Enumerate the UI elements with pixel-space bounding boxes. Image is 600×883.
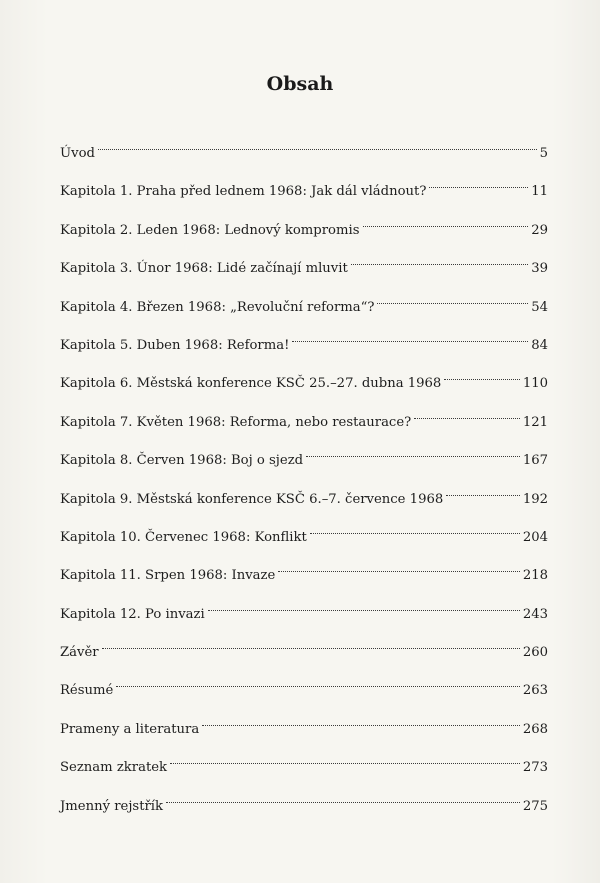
toc-entry-label: Kapitola 4. Březen 1968: „Revoluční reforma“? bbox=[60, 299, 375, 315]
toc-entry-kapitola-6 bbox=[60, 361, 548, 392]
dot-leader bbox=[166, 784, 520, 810]
toc-entry-page: 273 bbox=[522, 760, 548, 776]
toc-entry-label: Résumé bbox=[60, 683, 114, 699]
dot-leader bbox=[292, 323, 528, 349]
dot-leader bbox=[98, 131, 537, 157]
dot-leader bbox=[208, 592, 520, 618]
toc-entry-resume bbox=[60, 668, 548, 699]
toc-entry-page: 121 bbox=[522, 414, 548, 430]
toc-entry-page: 218 bbox=[522, 568, 548, 584]
dot-leader bbox=[202, 707, 520, 733]
toc-entry-page: 263 bbox=[522, 683, 548, 699]
toc-entry-page: 243 bbox=[522, 606, 548, 622]
dot-leader bbox=[446, 477, 520, 503]
toc-entry-page: 84 bbox=[531, 337, 548, 353]
toc-entry-label: Kapitola 7. Květen 1968: Reforma, nebo restaurace? bbox=[60, 414, 412, 430]
toc-entry-page: 268 bbox=[522, 721, 548, 737]
dot-leader bbox=[363, 208, 529, 234]
dot-leader bbox=[377, 285, 528, 311]
toc-entry-label: Závěr bbox=[60, 645, 99, 661]
toc-entry-kapitola-11 bbox=[60, 553, 548, 584]
toc-entry-uvod bbox=[60, 131, 548, 161]
toc-entry-label: Úvod bbox=[60, 146, 95, 161]
dot-leader bbox=[310, 515, 520, 541]
toc-entry-kapitola-9 bbox=[60, 477, 548, 507]
toc-entry-label: Kapitola 5. Duben 1968: Reforma! bbox=[60, 337, 290, 353]
toc-entry-label: Kapitola 6. Městská konference KSČ 25.–27. dubna 1968 bbox=[60, 376, 442, 392]
table-of-contents bbox=[60, 131, 548, 822]
toc-entry-page: 275 bbox=[522, 798, 548, 814]
toc-entry-page: 5 bbox=[539, 146, 548, 161]
toc-entry-label: Kapitola 11. Srpen 1968: Invaze bbox=[60, 568, 276, 584]
toc-entry-label: Kapitola 10. Červenec 1968: Konflikt bbox=[60, 529, 307, 545]
toc-entry-page: 29 bbox=[531, 222, 548, 238]
dot-leader bbox=[278, 553, 520, 579]
dot-leader bbox=[429, 169, 528, 195]
toc-entry-label: Kapitola 3. Únor 1968: Lidé začínají mluvit bbox=[60, 261, 348, 277]
toc-entry-page: 192 bbox=[522, 491, 548, 507]
toc-entry-kapitola-12 bbox=[60, 592, 548, 622]
toc-entry-prameny bbox=[60, 707, 548, 737]
toc-entry-label: Kapitola 9. Městská konference KSČ 6.–7. července 1968 bbox=[60, 491, 444, 507]
dot-leader bbox=[414, 400, 520, 426]
toc-entry-label: Kapitola 1. Praha před lednem 1968: Jak dál vládnout? bbox=[60, 184, 427, 200]
dot-leader bbox=[444, 361, 520, 387]
toc-entry-kapitola-1 bbox=[60, 169, 548, 200]
toc-entry-page: 11 bbox=[531, 184, 548, 200]
toc-entry-page: 167 bbox=[522, 453, 548, 469]
dot-leader bbox=[351, 246, 528, 272]
toc-entry-label: Jmenný rejstřík bbox=[60, 798, 164, 814]
toc-entry-label: Kapitola 8. Červen 1968: Boj o sjezd bbox=[60, 453, 304, 469]
toc-entry-kapitola-4 bbox=[60, 285, 548, 315]
toc-entry-seznam-zkratek bbox=[60, 745, 548, 776]
toc-entry-kapitola-10 bbox=[60, 515, 548, 545]
toc-entry-kapitola-8 bbox=[60, 438, 548, 469]
dot-leader bbox=[170, 745, 520, 771]
toc-entry-jmenny-rejstrik bbox=[60, 784, 548, 814]
toc-entry-kapitola-5 bbox=[60, 323, 548, 353]
toc-entry-label: Prameny a literatura bbox=[60, 721, 200, 737]
toc-entry-page: 39 bbox=[531, 261, 548, 277]
toc-entry-label: Kapitola 2. Leden 1968: Lednový kompromis bbox=[60, 222, 360, 238]
page-title: Obsah bbox=[266, 73, 334, 95]
toc-entry-label: Seznam zkratek bbox=[60, 760, 168, 776]
toc-entry-page: 110 bbox=[522, 376, 548, 392]
dot-leader bbox=[116, 668, 520, 694]
toc-entry-page: 260 bbox=[522, 645, 548, 661]
dot-leader bbox=[306, 438, 520, 464]
toc-entry-label: Kapitola 12. Po invazi bbox=[60, 606, 205, 622]
toc-entry-kapitola-2 bbox=[60, 208, 548, 238]
toc-entry-zaver bbox=[60, 630, 548, 661]
toc-entry-kapitola-7 bbox=[60, 400, 548, 430]
toc-entry-page: 204 bbox=[522, 529, 548, 545]
toc-entry-kapitola-3 bbox=[60, 246, 548, 277]
toc-entry-page: 54 bbox=[531, 299, 548, 315]
dot-leader bbox=[102, 630, 520, 656]
